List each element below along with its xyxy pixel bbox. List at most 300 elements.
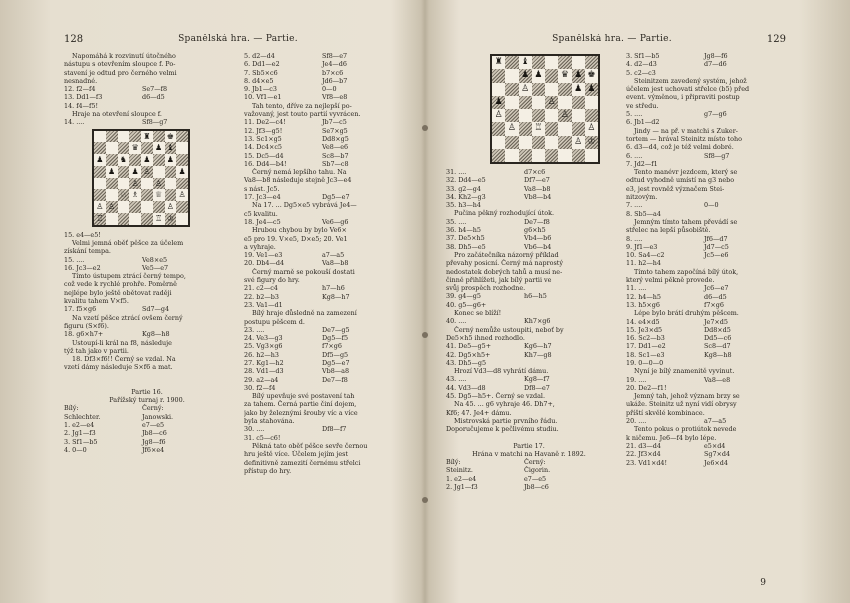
black-move: De7—f8	[524, 217, 550, 226]
board-square: ♟	[572, 69, 585, 82]
white-move: 42. Dg5×h5+	[446, 350, 491, 359]
board-square	[572, 149, 585, 162]
move-line	[244, 160, 410, 168]
white-move: 40. ....	[446, 317, 467, 326]
commentary-line: nástupu s otevřením sloupce f. Po-	[64, 60, 176, 69]
white-move: 26. h2—h3	[244, 350, 279, 359]
white-move: 16. Sc2—b3	[626, 334, 665, 343]
black-move: f7×g6	[704, 300, 724, 309]
commentary-line: účelem jest uchovati střelce (b5) před	[626, 85, 750, 94]
black-move: Vb8—b4	[524, 192, 552, 201]
commentary-line: postupu pěšcem d.	[244, 317, 305, 326]
move-line	[626, 326, 786, 334]
commentary-line: Hrozí Vd3—d8 vyhrátí dámu.	[454, 367, 549, 376]
black-move: Kg8—f7	[524, 375, 550, 384]
board-square: ♚	[166, 131, 174, 141]
page-header	[64, 34, 412, 48]
move-line	[244, 301, 410, 309]
commentary-line: svůj prospěch rozhodne.	[446, 284, 526, 293]
black-move: Kh7—g8	[524, 350, 552, 359]
black-move: 0—0	[704, 201, 719, 210]
board-square	[558, 83, 571, 96]
commentary-line: jako by železnými šrouby víc a více	[244, 408, 358, 417]
white-move: 15. ....	[64, 255, 85, 264]
white-move: 18. Je4—c5	[244, 217, 281, 226]
board-square	[118, 166, 130, 178]
black-move: d7×c6	[524, 168, 546, 176]
move-line	[446, 466, 612, 474]
move-line	[626, 384, 786, 392]
running-title: Španělská hra. — Partie.	[178, 34, 298, 44]
board-square: ♟	[108, 166, 116, 176]
board-square	[558, 149, 571, 162]
white-move: 17. Jc3—e4	[244, 193, 281, 202]
commentary-line: s nást. Jc5.	[244, 184, 280, 193]
black-move: De7—f8	[322, 375, 348, 384]
black-move: Sd7—g4	[142, 305, 170, 314]
spacer	[446, 434, 612, 442]
black-move: Je7×d5	[704, 317, 728, 326]
white-move: 16. Dd4—b4!	[244, 159, 287, 168]
commentary-line: střelec na lepší působiště.	[626, 226, 711, 235]
black-move: d7—d6	[704, 60, 727, 69]
black-move: a7—a5	[704, 417, 727, 426]
board-square: ♙	[545, 96, 558, 109]
black-move: Dd8×g5	[322, 134, 349, 143]
white-move: 35. ....	[446, 217, 467, 226]
board-square	[106, 142, 118, 154]
board-square	[492, 122, 505, 135]
white-move: 13. Sc1×g5	[244, 134, 282, 143]
move-line	[446, 342, 612, 350]
black-move: b7×c6	[322, 68, 344, 77]
white-move: 10. Sa4—c2	[626, 251, 665, 260]
move-line	[244, 69, 410, 77]
move-line	[626, 160, 786, 168]
white-move: 44. Vd3—d8	[446, 383, 486, 392]
move-line	[64, 446, 230, 454]
white-move: Schlechter.	[64, 412, 101, 421]
board-square	[572, 109, 585, 122]
black-move: g7—g6	[704, 110, 727, 119]
white-move: 40. g5—g6+	[446, 300, 487, 309]
commentary-line: Na vzetí pěšce ztrácí ovšem černý	[72, 313, 183, 322]
black-move: Va8—b8	[322, 259, 349, 268]
board-square	[106, 213, 118, 225]
board-square: ♙	[129, 178, 141, 190]
board-square	[118, 213, 130, 225]
black-move: a7—a5	[322, 251, 345, 260]
board-square	[129, 213, 141, 225]
white-move: 1. e2—e4	[64, 420, 95, 429]
white-move: 12. f2—f4	[64, 85, 96, 94]
white-move: 3. Sf1—b5	[64, 437, 98, 446]
move-line	[64, 404, 230, 412]
black-move: Ve5—e7	[142, 263, 169, 272]
commentary-line: 18. Df3×f6!! Černý se vzdal. Na	[72, 355, 176, 364]
black-move: e7—e5	[142, 420, 165, 429]
board-square: ♙	[96, 202, 104, 212]
black-move: Vb6—b4	[524, 242, 552, 251]
move-line	[244, 52, 410, 60]
board-square: ♜	[494, 57, 503, 67]
commentary-line: Hraje na otevření sloupce f.	[72, 110, 162, 119]
board-square	[519, 149, 532, 162]
black-move: Sc8—d7	[704, 342, 731, 351]
black-move: Ve8—e6	[322, 143, 349, 152]
white-move: 7. ....	[626, 201, 643, 210]
board-square	[545, 69, 558, 82]
move-line	[244, 193, 410, 201]
commentary-line: Jemným tímto tahem převádí se	[634, 217, 738, 226]
black-move: Dd5—c6	[704, 334, 732, 343]
board-square	[94, 166, 106, 178]
black-move: Df8—f7	[322, 425, 347, 434]
move-line	[244, 334, 410, 342]
move-line	[244, 77, 410, 85]
board-square: ♙	[587, 123, 596, 134]
board-square	[492, 69, 505, 82]
commentary-line: nesnadné.	[64, 76, 98, 85]
commentary-line: Mistrovská partie prvního řádu.	[454, 416, 558, 425]
chess-diagram	[490, 54, 600, 164]
commentary-line: Tento pokus o protiútok nevede	[634, 425, 737, 434]
commentary-line: Doporučujeme k pečlivému studiu.	[446, 425, 559, 434]
board-square: ♟	[155, 143, 163, 153]
black-move: Kg8—h8	[142, 330, 170, 339]
board-square	[545, 122, 558, 135]
move-line	[446, 226, 612, 234]
white-move: 23. ....	[244, 325, 265, 334]
white-move: 43. ....	[446, 375, 467, 384]
white-move: 5. ....	[626, 110, 643, 119]
board-square	[572, 96, 585, 109]
white-move: 7. Jd2—f1	[626, 159, 658, 168]
white-move: 11. De2—c4!	[244, 118, 286, 127]
commentary-line: ve středu.	[626, 101, 659, 110]
commentary-line: Černý nemůže ustoupiti, neboť by	[454, 325, 564, 334]
commentary-line: byla stahována.	[244, 417, 295, 426]
white-move: 19. 0—0—0	[626, 358, 664, 367]
section-heading: Partie 16.	[131, 387, 163, 396]
board-square	[505, 56, 518, 69]
black-move: Va8—e8	[704, 375, 731, 384]
black-move: Dg5—e7	[322, 358, 350, 367]
board-square: ♔	[585, 136, 598, 149]
board-square	[94, 178, 106, 190]
black-move: Kg8—h8	[704, 350, 732, 359]
move-line	[244, 359, 410, 367]
white-move: 14. f4—f5!	[64, 101, 99, 110]
move-line	[446, 185, 612, 193]
board-square	[176, 201, 188, 213]
white-move: Bílý:	[64, 404, 79, 413]
black-move: De7—g5	[322, 325, 350, 334]
board-square: ♟	[585, 83, 598, 96]
black-move: Jf6—d7	[704, 234, 728, 243]
move-line	[244, 384, 410, 392]
white-move: 43. Dh5—g5	[446, 358, 487, 367]
board-square: ♘	[118, 189, 130, 201]
move-line	[626, 334, 786, 342]
white-move: 23. Va1—d1	[244, 300, 283, 309]
white-move: 27. Kg1—h2	[244, 358, 284, 367]
commentary-line: ukáže. Steinitz už nyní vidí obrysy	[626, 400, 737, 409]
white-move: 23. Vd1×d4!	[626, 458, 668, 467]
board-square: ♟	[519, 69, 532, 82]
move-line	[626, 417, 786, 425]
move-line	[626, 301, 786, 309]
commentary-line: kvalitu tahem V×f5.	[64, 297, 129, 306]
black-move: e7—e5	[524, 474, 547, 483]
commentary-line: Tímto ústupem ztrácí černý tempo,	[72, 272, 186, 281]
move-line	[244, 367, 410, 375]
black-move: Janowski.	[142, 412, 174, 421]
move-line	[244, 293, 410, 301]
white-move: 41. De5—g5+	[446, 342, 492, 351]
board-square	[505, 96, 518, 109]
commentary-line: Napomáhá k rozvinutí útočného	[72, 52, 176, 60]
board-square	[558, 96, 571, 109]
move-line	[64, 118, 230, 126]
black-move: e5×d4	[704, 441, 726, 450]
board-square	[532, 109, 545, 122]
binding-hole	[422, 125, 428, 131]
commentary-line: Jindy — na př. v matchi s Zuker-	[634, 126, 738, 135]
white-move: 20. Db4—d4	[244, 259, 285, 268]
board-square: ♖	[94, 213, 106, 225]
commentary-line: hru ještě více. Účelem jejím jest	[244, 450, 348, 459]
board-square: ♙	[178, 190, 186, 200]
black-move: Čigorin.	[524, 466, 551, 475]
black-move: Df5—g5	[322, 350, 349, 359]
move-line	[446, 483, 612, 491]
commentary-line: své figury do hry.	[244, 276, 300, 285]
commentary-line: 6. d3—d4, což je též velmi dobré.	[626, 143, 734, 152]
board-square	[106, 178, 118, 190]
board-square	[558, 56, 571, 69]
move-line	[446, 201, 612, 209]
black-move: Jd6—b7	[322, 76, 348, 85]
white-move: 5. c2—c3	[626, 68, 656, 77]
white-move: 6. Jb1—d2	[626, 118, 660, 127]
black-move: Dg5—e7	[322, 193, 350, 202]
board-square	[572, 122, 585, 135]
board-square	[94, 131, 106, 143]
white-move: 14. e4×d5	[626, 317, 660, 326]
black-move: d6—d5	[142, 93, 165, 102]
board-square: ♝	[521, 57, 530, 67]
white-move: 21. c2—c4	[244, 284, 278, 293]
commentary-line: Tímto tahem započíná bílý útok,	[634, 267, 739, 276]
white-move: Steinitz.	[446, 466, 473, 475]
board-square: ♛	[131, 143, 139, 153]
right-column-1	[446, 52, 612, 491]
commentary-line: event. výměnou, i připraviti postup	[626, 93, 740, 102]
white-move: 8. ....	[626, 234, 643, 243]
commentary-line: vzetí dámy následuje S×f6 a mat.	[64, 363, 173, 372]
commentary-line: Černý nemá lepšího tahu. Na	[252, 168, 347, 177]
move-line	[446, 301, 612, 309]
board-square: ♙	[166, 202, 174, 212]
board-square	[141, 213, 153, 225]
move-line	[446, 176, 612, 184]
white-move: 34. Kh2—g3	[446, 192, 486, 201]
move-line	[626, 284, 786, 292]
commentary-line: týž tah jako v partii.	[64, 346, 129, 355]
move-line	[446, 458, 612, 466]
board-square	[129, 154, 141, 166]
board-square	[545, 136, 558, 149]
commentary-line: Pučina pěkný rozhodující útok.	[454, 209, 555, 218]
move-line	[64, 85, 230, 93]
board-square: ♟	[534, 70, 543, 81]
white-move: 31. ....	[446, 168, 467, 176]
board-square	[106, 189, 118, 201]
move-line	[446, 193, 612, 201]
commentary-line: Kf6; 47. Je4+ dámu.	[446, 408, 512, 417]
black-move: Jd7—c5	[704, 242, 729, 251]
board-square: ♟	[492, 96, 505, 109]
board-square	[532, 96, 545, 109]
move-line	[626, 450, 786, 458]
white-move: 32. Dd4—e5	[446, 176, 486, 185]
board-square	[176, 142, 188, 154]
move-line	[244, 152, 410, 160]
move-line	[244, 342, 410, 350]
move-line	[244, 376, 410, 384]
black-move: Jg8—f6	[142, 437, 166, 446]
white-move: 20. ....	[626, 417, 647, 426]
board-square	[94, 189, 106, 201]
board-square	[94, 142, 106, 154]
white-move: 22. Jf3×d4	[626, 450, 661, 459]
white-move: 10. Vf1—e1	[244, 93, 282, 102]
white-move: 18. g6×h7+	[64, 330, 104, 339]
white-move: 24. Ve3—g3	[244, 334, 283, 343]
white-move: 15. Dc5—d4	[244, 151, 284, 160]
black-move: Sf8—g7	[142, 118, 168, 127]
move-line	[64, 429, 230, 437]
move-line	[626, 351, 786, 359]
commentary-line: činně přihlížeti, jak bílý partii ve	[446, 275, 552, 284]
commentary-line: važovaný, jest touto partií vyvrácen.	[244, 110, 361, 119]
board-square	[153, 154, 165, 166]
signature-number: 9	[760, 578, 766, 588]
black-move: Dg5—f5	[322, 334, 349, 343]
board-square	[532, 136, 545, 149]
board-square	[129, 131, 141, 143]
binding-hole	[422, 332, 428, 338]
board-square	[141, 178, 153, 190]
move-line	[244, 85, 410, 93]
white-move: 9. Jb1—c3	[244, 85, 277, 94]
commentary-line: získání tempa.	[64, 247, 111, 256]
board-square: ♙	[507, 123, 516, 134]
white-move: 13. h5×g6	[626, 300, 660, 309]
board-square: ♖	[534, 123, 543, 134]
white-move: 39. g4—g5	[446, 292, 481, 301]
board-square	[153, 131, 165, 143]
move-line	[64, 231, 230, 239]
white-move: 2. Jg1—f3	[64, 429, 96, 438]
white-move: 35. h3—h4	[446, 201, 481, 210]
commentary-line: De5×h5 ihned rozhodlo.	[446, 333, 525, 342]
black-move: Jc5—e6	[704, 251, 729, 260]
commentary-line: definitivně zamezití černému střelci	[244, 458, 361, 467]
commentary-line: Tah tento, dříve za nejlepší po-	[252, 101, 352, 110]
commentary-line: Pro začátečníka názorný příklad	[454, 250, 559, 259]
commentary-line: příští skvělé kombinace.	[626, 408, 705, 417]
move-line	[446, 392, 612, 400]
white-move: 17. Dd1—e2	[626, 342, 666, 351]
board-square: ♖	[155, 213, 163, 223]
board-square: ♟	[143, 155, 151, 165]
white-move: 19. ....	[626, 375, 647, 384]
board-square	[519, 109, 532, 122]
commentary-line: Pěkná tato oběť pěšce sevře černou	[252, 441, 368, 450]
move-line	[244, 259, 410, 267]
black-move: Jb8—c6	[142, 429, 167, 438]
move-line	[446, 375, 612, 383]
move-line	[64, 330, 230, 338]
move-line	[64, 438, 230, 446]
board-square	[519, 136, 532, 149]
commentary-line: Steinitzem zavedený systém, jehož	[634, 76, 747, 85]
page-number: 128	[64, 34, 84, 45]
move-line	[446, 384, 612, 392]
black-move: d6—d5	[704, 292, 727, 301]
black-move: g6×h5	[524, 226, 546, 235]
commentary-line: nejlépe bylo ještě obětovat raději	[64, 288, 172, 297]
binding-hole	[422, 497, 428, 503]
move-line	[446, 317, 612, 325]
move-line	[244, 60, 410, 68]
move-line	[446, 168, 612, 176]
black-move: Sb7—c8	[322, 159, 349, 168]
board-square	[165, 166, 177, 178]
move-line	[64, 93, 230, 101]
white-move: 11. h2—h4	[626, 259, 661, 268]
commentary-line: nedostatek dobrých tahů a musí ne-	[446, 267, 563, 276]
board-square	[153, 166, 165, 178]
commentary-line: e5 pro 19. V×e5, D×e5; 20. Ve1	[244, 234, 348, 243]
board-square: ♙	[521, 83, 530, 94]
white-move: 13. Dd1—f3	[64, 93, 103, 102]
black-move: Sf8—e7	[322, 52, 348, 60]
board-square: ♟	[178, 166, 186, 176]
board-square	[176, 178, 188, 190]
white-move: 28. Vd1—d3	[244, 367, 284, 376]
commentary-line: odtud vyhodně umístí na g3 nebo	[626, 176, 735, 185]
move-line	[64, 264, 230, 272]
black-move: Va8—b8	[524, 184, 551, 193]
commentary-line: převahy posicní. Černý má naprostý	[446, 259, 563, 268]
board-square	[118, 178, 130, 190]
move-line	[244, 251, 410, 259]
white-move: 8. Sb5—a4	[626, 209, 661, 218]
commentary-line: k ničemu. Je6—f4 bylo lépe.	[626, 433, 717, 442]
board-square	[492, 136, 505, 149]
commentary-line: Na 45. ... g6 vyhraje 46. Dh7+,	[454, 400, 555, 409]
move-line	[626, 152, 786, 160]
white-move: 20. De2—f1!	[626, 383, 667, 392]
black-move: Df8—e7	[524, 383, 550, 392]
move-line	[626, 235, 786, 243]
move-line	[626, 243, 786, 251]
section-heading: Pařížský turnaj r. 1900.	[109, 396, 185, 405]
move-line	[244, 218, 410, 226]
